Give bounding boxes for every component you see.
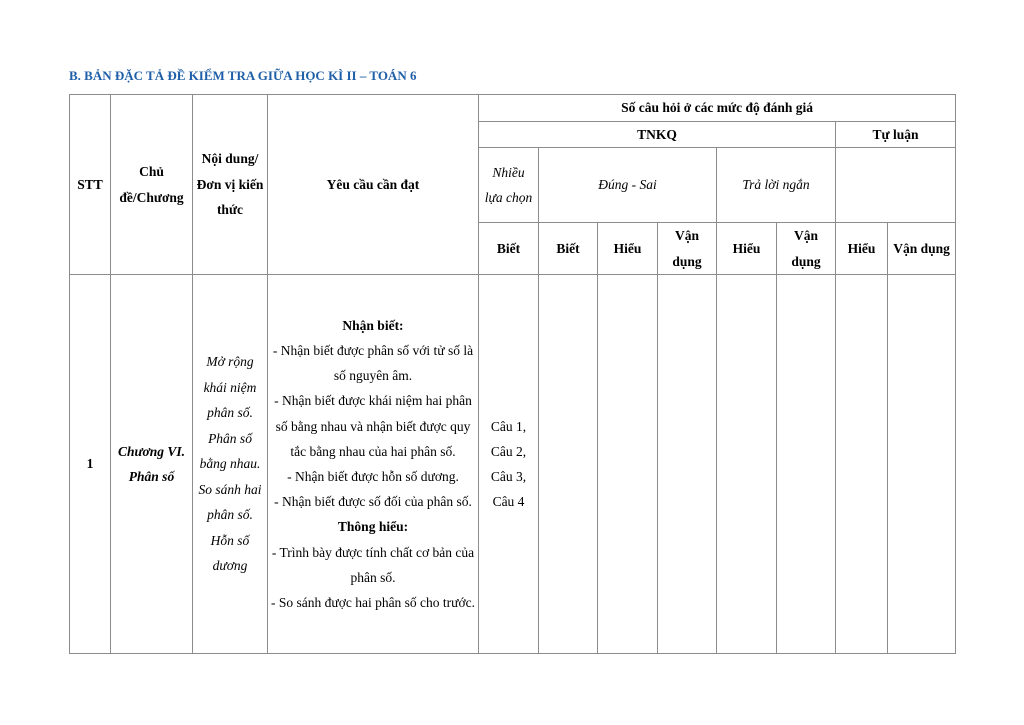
req-item: - Trình bày được tính chất cơ bản của phân số. xyxy=(271,544,475,585)
req-item: - Nhận biết được hỗn số dương. xyxy=(287,469,459,484)
header-tnkq: TNKQ xyxy=(479,121,836,148)
row-requirement xyxy=(268,275,479,654)
empty-cell xyxy=(836,275,888,654)
empty-cell xyxy=(717,275,777,654)
sub-tu-luan-van-dung: Vận dụng xyxy=(888,223,956,275)
sub-short-answer-van-dung: Vận dụng xyxy=(777,223,836,275)
empty-cell xyxy=(658,275,717,654)
sub-true-false-biet: Biết xyxy=(539,223,598,275)
header-requirement: Yêu cầu cần đạt xyxy=(268,95,479,275)
sub-multi-choice-biet: Biết xyxy=(479,223,539,275)
header-true-false: Đúng - Sai xyxy=(539,148,717,223)
header-short-answer: Trả lời ngắn xyxy=(717,148,836,223)
req-item: - Nhận biết được số đối của phân số. xyxy=(274,494,472,510)
row-questions-multi-choice xyxy=(479,275,539,654)
row-stt: 1 xyxy=(70,275,111,654)
row-topic: Chương VI. Phân số xyxy=(111,275,193,654)
empty-cell xyxy=(888,275,956,654)
sub-short-answer-hieu: Hiểu xyxy=(717,223,777,275)
empty-cell xyxy=(777,275,836,654)
req-section-recognize: Nhận biết: xyxy=(342,317,404,333)
header-topic: Chủ đề/Chương xyxy=(111,95,193,275)
req-section-understand: Thông hiểu: xyxy=(337,519,409,535)
sub-true-false-van-dung: Vận dụng xyxy=(658,223,717,275)
question-ref: Câu 2, xyxy=(490,443,527,459)
table-row xyxy=(70,275,956,654)
header-tu-luan: Tự luận xyxy=(836,121,956,148)
header-stt: STT xyxy=(70,95,111,275)
specification-table xyxy=(69,94,956,654)
sub-tu-luan-hieu: Hiểu xyxy=(836,223,888,275)
req-item: - Nhận biết được phân số với tử số là số nguyên âm. xyxy=(272,342,474,384)
question-ref: Câu 4 xyxy=(492,494,525,510)
question-ref: Câu 1, xyxy=(490,418,527,434)
document-heading: B. BẢN ĐẶC TẢ ĐỀ KIỂM TRA GIỮA HỌC KÌ II – TOÁN 6 xyxy=(69,68,417,83)
sub-true-false-hieu: Hiểu xyxy=(598,223,658,275)
header-tu-luan-empty xyxy=(836,148,956,223)
req-item: - Nhận biết được khái niệm hai phân số bằng nhau và nhận biết được quy tắc bằng nhau của hai phân số. xyxy=(274,393,472,459)
header-levels-title: Số câu hỏi ở các mức độ đánh giá xyxy=(479,95,956,122)
empty-cell xyxy=(539,275,598,654)
row-unit: Mở rộng khái niệm phân số. Phân số bằng nhau. So sánh hai phân số. Hỗn số dương xyxy=(193,275,268,654)
header-unit: Nội dung/ Đơn vị kiến thức xyxy=(193,95,268,275)
header-row-1 xyxy=(70,95,956,122)
req-item: - So sánh được hai phân số cho trước. xyxy=(271,595,475,611)
empty-cell xyxy=(598,275,658,654)
question-ref: Câu 3, xyxy=(490,469,527,484)
header-multi-choice: Nhiều lựa chọn xyxy=(479,148,539,223)
